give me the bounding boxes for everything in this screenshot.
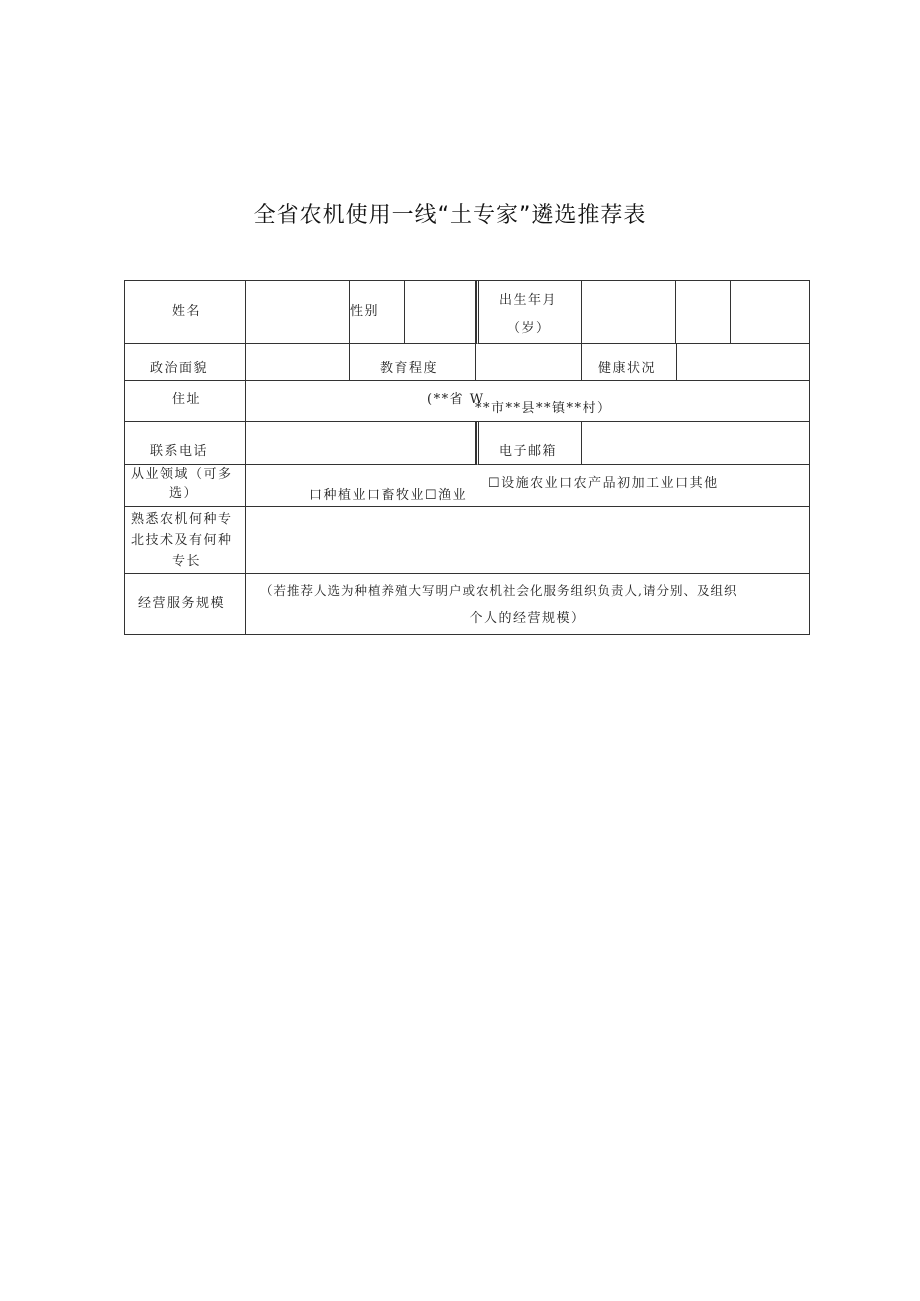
education-input-cell[interactable] [476, 344, 582, 381]
scale-label-cell [125, 574, 246, 634]
scale-label: 经营服务规模 [138, 596, 226, 611]
address-label-cell [125, 381, 246, 422]
field-options-line1[interactable]: ☐设施农业口农产品初加工业口其他 [488, 476, 719, 491]
email-input-cell[interactable] [582, 422, 809, 465]
scale-input-cell[interactable] [246, 574, 809, 634]
address-label: 住址 [172, 392, 202, 407]
address-hint-line2: **市**县**镇**村） [475, 401, 612, 416]
age-input-cell[interactable] [676, 281, 731, 344]
field-options-line2[interactable]: 口种植业口畜牧业☐渔业 [309, 488, 468, 503]
phone-label: 联系电话 [150, 444, 209, 459]
field-options-cell[interactable] [246, 465, 809, 507]
email-label-cell [476, 422, 582, 465]
name-label: 姓名 [172, 304, 202, 319]
expertise-label-cell [125, 507, 246, 574]
address-hint-line1: (**省 W [427, 392, 485, 407]
gender-input-cell[interactable] [405, 281, 476, 344]
birth-input-cell[interactable] [582, 281, 676, 344]
gender-label: 性别 [350, 304, 380, 319]
name-input-cell[interactable] [246, 281, 350, 344]
phone-label-cell [125, 422, 246, 465]
health-input-cell[interactable] [677, 344, 809, 381]
name-label-cell [125, 281, 246, 344]
expertise-input-cell[interactable] [246, 507, 809, 574]
expertise-label-line1: 熟悉农机何种专 [131, 512, 233, 527]
birth-label-cell [476, 281, 582, 344]
political-label-cell [125, 344, 246, 381]
education-label: 教育程度 [380, 361, 439, 376]
birth-label-line1: 出生年月 [499, 293, 558, 308]
field-label-cell [125, 465, 246, 507]
political-input-cell[interactable] [246, 344, 350, 381]
field-label-line1: 从业领域（可多 [131, 467, 233, 482]
expertise-label-line2: 北技术及有何种 [131, 533, 233, 548]
email-label: 电子邮箱 [499, 444, 558, 459]
photo-cell[interactable] [731, 281, 809, 344]
form-title: 全省农机使用一线“土专家”遴选推荐表 [253, 203, 647, 228]
address-input-cell[interactable] [246, 381, 809, 422]
political-label: 政治面貌 [150, 361, 209, 376]
field-label-line2: 选） [169, 486, 199, 501]
scale-hint-line2: 个人的经营规模） [469, 611, 586, 626]
scale-hint-line1: （若推荐人选为种植养殖大写明户或农机社会化服务组织负责人,请分别、及组织 [260, 583, 738, 598]
gender-label-cell [350, 281, 405, 344]
health-label-cell [582, 344, 677, 381]
birth-label-line2: （岁） [507, 321, 551, 336]
expertise-label-line3: 专长 [172, 554, 202, 569]
health-label: 健康状况 [598, 361, 657, 376]
phone-input-cell[interactable] [246, 422, 476, 465]
education-label-cell [350, 344, 476, 381]
scale-hint-line2-wrap [246, 609, 809, 629]
recommendation-form-table [124, 280, 810, 635]
